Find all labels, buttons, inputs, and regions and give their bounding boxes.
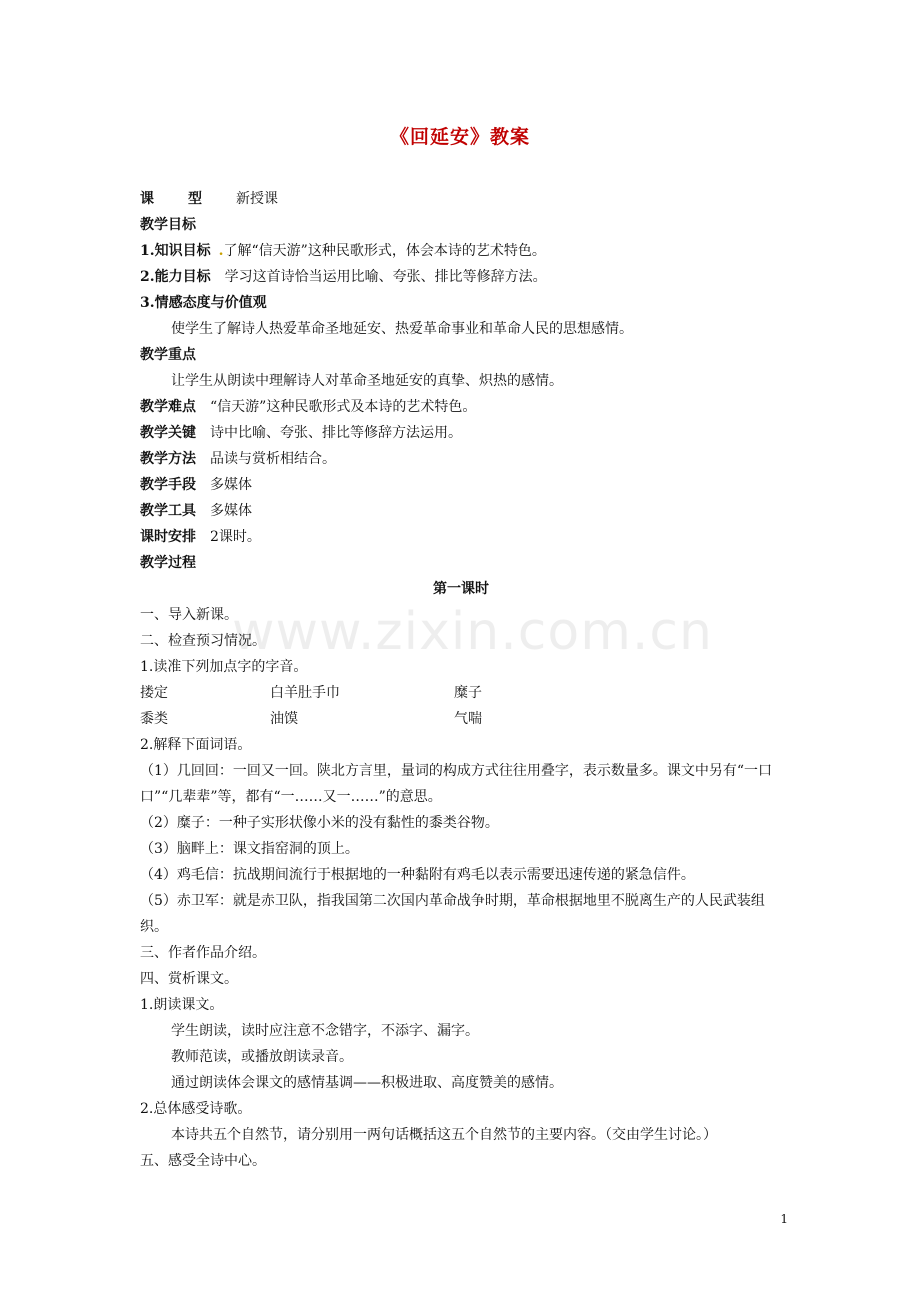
word-item: 搂定 xyxy=(140,685,168,701)
method-text: 品读与赏析相结合。 xyxy=(210,451,336,467)
word-item: 黍类 xyxy=(140,711,168,727)
lesson-type-label: 课型 xyxy=(140,191,236,207)
read-note-1: 学生朗读，读时应注意不念错字，不添字、漏字。 xyxy=(171,1023,479,1039)
word-item: 气喘 xyxy=(454,711,482,727)
tools-label: 教学工具 xyxy=(140,503,196,519)
first-lesson-heading: 第一课时 xyxy=(433,581,489,597)
ability-goal-row xyxy=(140,264,782,290)
means-label: 教学手段 xyxy=(140,477,196,493)
section-2: 二、检查预习情况。 xyxy=(140,633,266,649)
item-2-1: 1.读准下列加点字的字音。 xyxy=(140,659,308,675)
means-text: 多媒体 xyxy=(210,477,252,493)
key-link-row xyxy=(140,420,782,446)
item-4-1: 1.朗读课文。 xyxy=(140,997,224,1013)
method-label: 教学方法 xyxy=(140,451,196,467)
means-row xyxy=(140,472,782,498)
knowledge-goal-label: 1.知识目标 xyxy=(140,243,211,259)
word-item: 糜子 xyxy=(454,685,482,701)
emotion-goal-text: 使学生了解诗人热爱革命圣地延安、热爱革命事业和革命人民的思想感情。 xyxy=(171,321,633,337)
key-point-heading: 教学重点 xyxy=(140,347,196,363)
lesson-type-row xyxy=(140,186,782,212)
ability-goal-text: 学习这首诗恰当运用比喻、夸张、排比等修辞方法。 xyxy=(224,269,547,285)
item-4-2: 2.总体感受诗歌。 xyxy=(140,1101,252,1117)
section-3: 三、作者作品介绍。 xyxy=(140,945,266,961)
tools-row xyxy=(140,498,782,524)
word-item: 油馍 xyxy=(270,711,298,727)
read-note-3: 通过朗读体会课文的感情基调——积极进取、高度赞美的感情。 xyxy=(171,1075,563,1091)
lesson-type-value: 新授课 xyxy=(236,191,278,207)
method-row xyxy=(140,446,782,472)
section-4: 四、赏析课文。 xyxy=(140,971,238,987)
explain-2: （2）糜子：一种子实形状像小米的没有黏性的黍类谷物。 xyxy=(140,815,499,831)
watermark: www.zixin.com.cn xyxy=(232,602,713,662)
emotion-goal-label: 3.情感态度与价值观 xyxy=(140,295,267,311)
read-note-2: 教师范读，或播放朗读录音。 xyxy=(171,1049,353,1065)
word-item: 白羊肚手巾 xyxy=(270,685,340,701)
explain-5: （5）赤卫军：就是赤卫队，指我国第二次国内革命战争时期，革命根据地里不脱离生产的人民武装组织。 xyxy=(140,893,765,935)
explain-4: （4）鸡毛信：抗战期间流行于根据地的一种黏附有鸡毛以表示需要迅速传递的紧急信件。 xyxy=(140,867,695,883)
difficulty-row xyxy=(140,394,782,420)
pronunciation-row-2 xyxy=(140,706,782,732)
tools-text: 多媒体 xyxy=(210,503,252,519)
key-point-text: 让学生从朗读中理解诗人对革命圣地延安的真挚、炽热的感情。 xyxy=(171,373,563,389)
explain-1: （1）几回回：一回又一回。陕北方言里，量词的构成方式往往用叠字，表示数量多。课文中另有“一口口”“几辈辈”等，都有“一……又一……”的意思。 xyxy=(140,763,773,805)
schedule-text: 2课时。 xyxy=(210,529,261,545)
key-link-text: 诗中比喻、夸张、排比等修辞方法运用。 xyxy=(210,425,462,441)
knowledge-goal-text: 了解“信天游”这种民歌形式，体会本诗的艺术特色。 xyxy=(223,243,546,259)
document-body xyxy=(140,186,782,1174)
page-number: 1 xyxy=(780,1212,788,1226)
process-heading: 教学过程 xyxy=(140,555,196,571)
page-title: 《回延安》教案 xyxy=(389,126,530,148)
ability-goal-label: 2.能力目标 xyxy=(140,269,211,285)
key-link-label: 教学关键 xyxy=(140,425,196,441)
explain-3: （3）脑畔上：课文指窑洞的顶上。 xyxy=(140,841,359,857)
pronunciation-row-1 xyxy=(140,680,782,706)
schedule-label: 课时安排 xyxy=(140,529,196,545)
item-2-2: 2.解释下面词语。 xyxy=(140,737,252,753)
difficulty-text: “信天游”这种民歌形式及本诗的艺术特色。 xyxy=(210,399,477,415)
section-1: 一、导入新课。 xyxy=(140,607,238,623)
difficulty-label: 教学难点 xyxy=(140,399,196,415)
goals-heading: 教学目标 xyxy=(140,217,196,233)
knowledge-goal-row xyxy=(140,238,782,264)
schedule-row xyxy=(140,524,782,550)
overall-note: 本诗共五个自然节，请分别用一两句话概括这五个自然节的主要内容。（交由学生讨论。） xyxy=(171,1127,717,1143)
section-5: 五、感受全诗中心。 xyxy=(140,1153,266,1169)
mark-dot: . xyxy=(218,243,224,259)
